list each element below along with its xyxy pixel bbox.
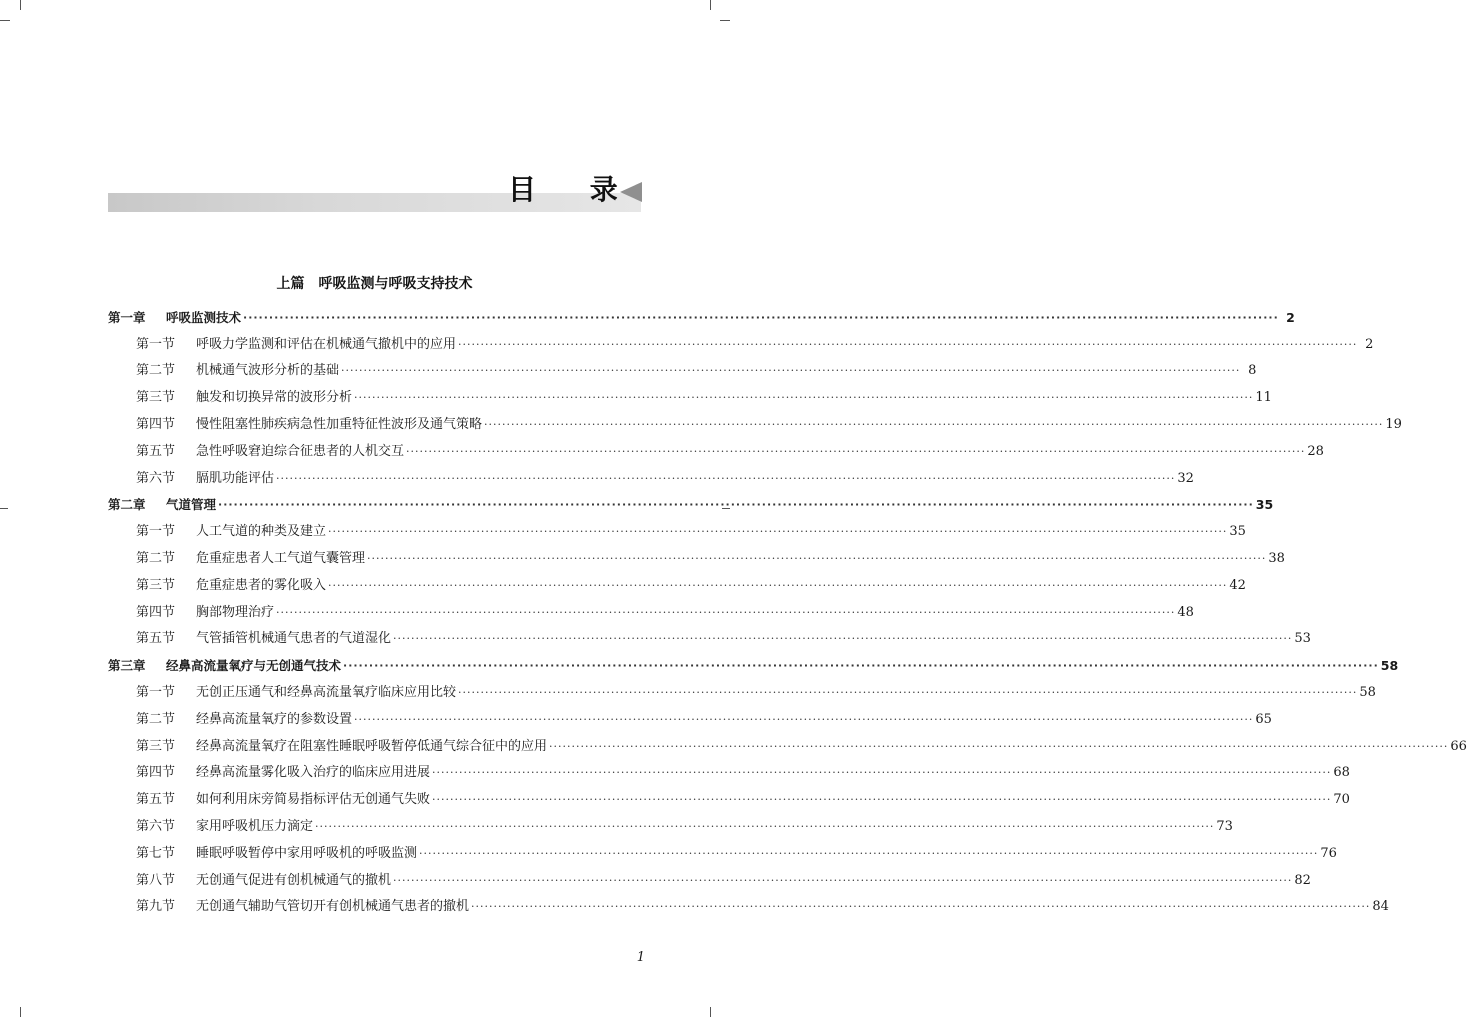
toc-entry-page: 48 bbox=[1177, 604, 1194, 620]
toc-section-row[interactable] bbox=[108, 702, 1272, 729]
toc-entry-title: 慢性阻塞性肺疾病急性加重特征性波形及通气策略 bbox=[196, 416, 483, 432]
toc-entry-page: 82 bbox=[1294, 872, 1311, 888]
toc-entry-title: 膈肌功能评估 bbox=[196, 470, 275, 486]
dot-leader: ········································································································································································································ bbox=[367, 551, 1267, 565]
toc-entry-page: 76 bbox=[1320, 845, 1337, 861]
dot-leader: ········································································································································································································ bbox=[406, 444, 1306, 458]
toc-entry-number: 第三节 bbox=[136, 738, 176, 754]
toc-section-row[interactable] bbox=[108, 380, 1272, 407]
toc-entry-number: 第二节 bbox=[136, 711, 176, 727]
dot-leader: ········································································································································································································ bbox=[458, 337, 1358, 351]
toc-entry-number: 第五节 bbox=[136, 631, 176, 647]
dot-leader: ········································································································································································································ bbox=[343, 659, 1379, 673]
page-title: 目 录 bbox=[508, 173, 640, 206]
dot-leader: ········································································································································································································ bbox=[276, 605, 1176, 619]
toc-entry-page: 73 bbox=[1216, 818, 1233, 834]
dot-leader: ········································································································································································································ bbox=[549, 739, 1449, 753]
toc-chapter-row[interactable] bbox=[108, 488, 1274, 515]
toc-entry-number: 第二节 bbox=[136, 550, 176, 566]
toc-entry-number: 第二章 bbox=[108, 497, 146, 513]
dot-leader: ········································································································································································································ bbox=[393, 873, 1293, 887]
toc-entry-number: 第七节 bbox=[136, 845, 176, 861]
dot-leader: ········································································································································································································ bbox=[328, 525, 1228, 539]
toc-entry-number: 第六节 bbox=[136, 818, 176, 834]
dot-leader: ········································································································································································································ bbox=[354, 712, 1254, 726]
toc-entry-title: 触发和切换异常的波形分析 bbox=[196, 390, 353, 406]
toc-entry-title: 气管插管机械通气患者的气道湿化 bbox=[196, 631, 392, 647]
toc-entry-title: 经鼻高流量雾化吸入治疗的临床应用进展 bbox=[196, 765, 431, 781]
dot-leader: ········································································································································································································ bbox=[432, 793, 1332, 807]
table-of-contents bbox=[108, 300, 1467, 916]
toc-section-row[interactable] bbox=[108, 541, 1285, 568]
toc-entry-page: 28 bbox=[1307, 443, 1324, 459]
toc-section-row[interactable] bbox=[108, 595, 1194, 622]
toc-entry-number: 第二节 bbox=[136, 363, 176, 379]
crop-mark bbox=[720, 20, 730, 21]
part-title: 上篇 呼吸监测与呼吸支持技术 bbox=[276, 276, 473, 292]
toc-chapter-row[interactable] bbox=[108, 648, 1399, 675]
dot-leader: ········································································································································································································ bbox=[484, 417, 1384, 431]
toc-entry-page: 11 bbox=[1255, 390, 1272, 406]
toc-entry-title: 家用呼吸机压力滴定 bbox=[196, 818, 314, 834]
toc-entry-title: 经鼻高流量氧疗在阻塞性睡眠呼吸暂停低通气综合征中的应用 bbox=[196, 738, 548, 754]
toc-entry-title: 无创通气辅助气管切开有创机械通气患者的撤机 bbox=[196, 899, 470, 915]
toc-entry-title: 无创正压通气和经鼻高流量氧疗临床应用比较 bbox=[196, 684, 457, 700]
toc-section-row[interactable] bbox=[108, 809, 1233, 836]
toc-entry-number: 第一节 bbox=[136, 524, 176, 540]
toc-entry-page: 38 bbox=[1268, 550, 1285, 566]
dot-leader: ········································································································································································································ bbox=[276, 471, 1176, 485]
toc-entry-title: 呼吸力学监测和评估在机械通气撤机中的应用 bbox=[196, 336, 457, 352]
dot-leader: ········································································································································································································ bbox=[243, 310, 1279, 324]
toc-section-row[interactable] bbox=[108, 327, 1374, 354]
toc-section-row[interactable] bbox=[108, 354, 1257, 381]
dot-leader: ········································································································································································································ bbox=[328, 578, 1228, 592]
crop-mark bbox=[20, 1007, 21, 1017]
toc-entry-number: 第一章 bbox=[108, 309, 146, 325]
toc-entry-title: 睡眠呼吸暂停中家用呼吸机的呼吸监测 bbox=[196, 845, 418, 861]
toc-entry-title: 机械通气波形分析的基础 bbox=[196, 363, 340, 379]
toc-chapter-row[interactable] bbox=[108, 300, 1295, 327]
toc-entry-page: 32 bbox=[1177, 470, 1194, 486]
toc-entry-page: 84 bbox=[1372, 899, 1389, 915]
toc-entry-title: 危重症患者人工气道气囊管理 bbox=[196, 550, 366, 566]
toc-entry-number: 第五节 bbox=[136, 792, 176, 808]
page-number: 1 bbox=[636, 950, 645, 965]
crop-mark bbox=[710, 1007, 711, 1017]
toc-section-row[interactable] bbox=[108, 890, 1389, 917]
toc-entry-title: 无创通气促进有创机械通气的撤机 bbox=[196, 872, 392, 888]
toc-section-row[interactable] bbox=[108, 863, 1311, 890]
dot-leader: ········································································································································································································ bbox=[471, 900, 1371, 914]
toc-entry-page: 58 bbox=[1380, 658, 1399, 674]
dot-leader: ········································································································································································································ bbox=[218, 498, 1254, 512]
toc-entry-page: 66 bbox=[1450, 738, 1467, 754]
toc-section-row[interactable] bbox=[108, 836, 1337, 863]
toc-entry-title: 如何利用床旁简易指标评估无创通气失败 bbox=[196, 792, 431, 808]
dot-leader: ········································································································································································································ bbox=[341, 364, 1241, 378]
toc-entry-number: 第三节 bbox=[136, 577, 176, 593]
toc-entry-number: 第一节 bbox=[136, 336, 176, 352]
toc-entry-page: 19 bbox=[1385, 416, 1402, 432]
dot-leader: ········································································································································································································ bbox=[393, 632, 1293, 646]
toc-entry-page: 42 bbox=[1229, 577, 1246, 593]
dot-leader: ········································································································································································································ bbox=[354, 391, 1254, 405]
dot-leader: ········································································································································································································ bbox=[419, 846, 1319, 860]
toc-section-row[interactable] bbox=[108, 407, 1402, 434]
toc-entry-number: 第四节 bbox=[136, 604, 176, 620]
toc-entry-number: 第六节 bbox=[136, 470, 176, 486]
toc-entry-number: 第九节 bbox=[136, 899, 176, 915]
toc-entry-title: 急性呼吸窘迫综合征患者的人机交互 bbox=[196, 443, 405, 459]
toc-entry-number: 第三章 bbox=[108, 658, 146, 674]
toc-section-row[interactable] bbox=[108, 434, 1324, 461]
toc-entry-number: 第四节 bbox=[136, 416, 176, 432]
toc-section-row[interactable] bbox=[108, 568, 1246, 595]
toc-entry-page: 2 bbox=[1286, 309, 1295, 325]
toc-entry-title: 经鼻高流量氧疗与无创通气技术 bbox=[166, 658, 342, 674]
toc-entry-number: 第三节 bbox=[136, 390, 176, 406]
crop-mark bbox=[710, 0, 711, 10]
toc-entry-number: 第一节 bbox=[136, 684, 176, 700]
toc-entry-title: 气道管理 bbox=[166, 497, 217, 513]
toc-section-row[interactable] bbox=[108, 514, 1246, 541]
toc-section-row[interactable] bbox=[108, 675, 1376, 702]
toc-section-row[interactable] bbox=[108, 622, 1311, 649]
toc-entry-page: 65 bbox=[1255, 711, 1272, 727]
dot-leader: ········································································································································································································ bbox=[432, 766, 1332, 780]
toc-entry-title: 胸部物理治疗 bbox=[196, 604, 275, 620]
toc-section-row[interactable] bbox=[108, 461, 1194, 488]
toc-entry-page: 53 bbox=[1294, 631, 1311, 647]
dot-leader: ········································································································································································································ bbox=[458, 685, 1358, 699]
toc-entry-page: 8 bbox=[1248, 363, 1257, 379]
toc-entry-page: 35 bbox=[1255, 497, 1274, 513]
toc-entry-page: 70 bbox=[1333, 792, 1350, 808]
toc-entry-title: 人工气道的种类及建立 bbox=[196, 524, 327, 540]
toc-entry-number: 第八节 bbox=[136, 872, 176, 888]
toc-entry-number: 第五节 bbox=[136, 443, 176, 459]
toc-section-row[interactable] bbox=[108, 782, 1350, 809]
toc-entry-title: 呼吸监测技术 bbox=[166, 309, 242, 325]
toc-entry-page: 68 bbox=[1333, 765, 1350, 781]
arrow-left-icon bbox=[620, 182, 642, 202]
toc-entry-page: 58 bbox=[1359, 684, 1376, 700]
dot-leader: ········································································································································································································ bbox=[315, 819, 1215, 833]
toc-section-row[interactable] bbox=[108, 729, 1467, 756]
toc-entry-page: 35 bbox=[1229, 524, 1246, 540]
toc-section-row[interactable] bbox=[108, 756, 1350, 783]
toc-entry-title: 经鼻高流量氧疗的参数设置 bbox=[196, 711, 353, 727]
crop-mark bbox=[0, 20, 10, 21]
toc-entry-number: 第四节 bbox=[136, 765, 176, 781]
crop-mark bbox=[0, 508, 8, 509]
crop-mark bbox=[20, 0, 21, 10]
toc-entry-title: 危重症患者的雾化吸入 bbox=[196, 577, 327, 593]
toc-entry-page: 2 bbox=[1365, 336, 1374, 352]
